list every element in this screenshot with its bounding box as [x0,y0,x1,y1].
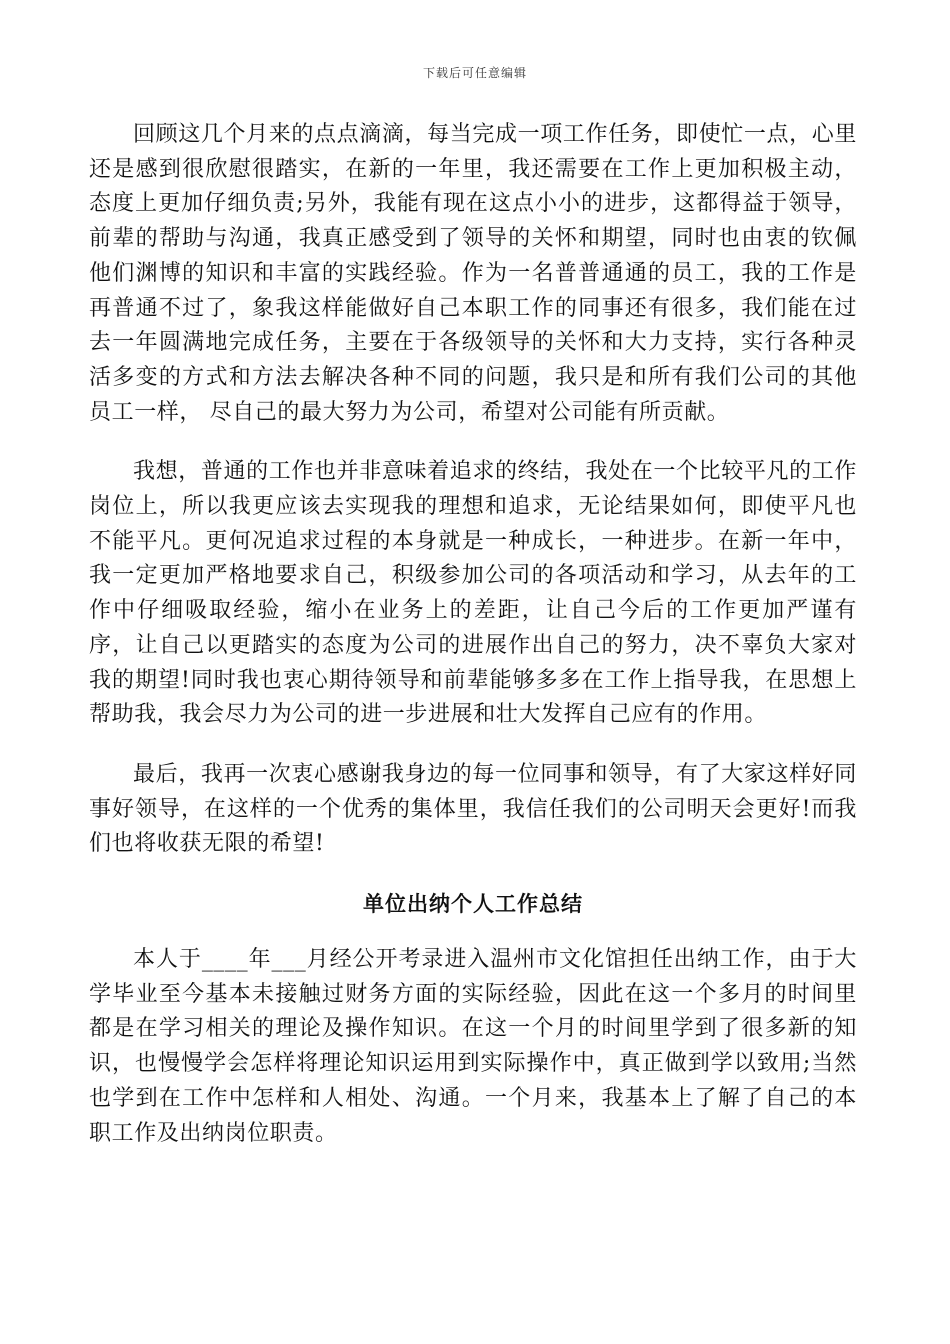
paragraph-cashier-intro: 本人于____年___月经公开考录进入温州市文化馆担任出纳工作，由于大学毕业至今基本未接触过财务方面的实际经验，因此在这一个多月的时间里都是在学习相关的理论及操作知识。在这一个月的时间里学到了很多新的知识，也慢慢学会怎样将理论知识运用到实际操作中，真正做到学以致用;当然也学到在工作中怎样和人相处、沟通。一个月来，我基本上了解了自己的本职工作及出纳岗位职责。 [89,947,857,1146]
document-body [89,118,857,1151]
paragraph-aspiration: 我想，普通的工作也并非意味着追求的终结，我处在一个比较平凡的工作岗位上，所以我更应该去实现我的理想和追求，无论结果如何，即使平凡也不能平凡。更何况追求过程的本身就是一种成长，一种进步。在新一年中，我一定更加严格地要求自己，积级参加公司的各项活动和学习，从去年的工作中仔细吸取经验，缩小在业务上的差距，让自己今后的工作更加严谨有序，让自己以更踏实的态度为公司的进展作出自己的努力，决不辜负大家对我的期望!同时我也衷心期待领导和前辈能够多多在工作上指导我，在思想上帮助我，我会尽力为公司的进一步进展和壮大发挥自己应有的作用。 [89,459,857,728]
paragraph-thanks: 最后，我再一次衷心感谢我身边的每一位同事和领导，有了大家这样好同事好领导，在这样的一个优秀的集体里，我信任我们的公司明天会更好!而我们也将收获无限的希望! [89,761,857,857]
section-title: 单位出纳个人工作总结 [363,892,583,917]
paragraph-review: 回顾这几个月来的点点滴滴，每当完成一项工作任务，即使忙一点，心里还是感到很欣慰很踏实，在新的一年里，我还需要在工作上更加积极主动，态度上更加仔细负责;另外，我能有现在这点小小的进步，这都得益于领导，前辈的帮助与沟通，我真正感受到了领导的关怀和期望，同时也由衷的钦佩他们渊博的知识和丰富的实践经验。作为一名普普通通的员工，我的工作是再普通不过了，象我这样能做好自己本职工作的同事还有很多，我们能在过去一年圆满地完成任务，主要在于各级领导的关怀和大力支持，实行各种灵活多变的方式和方法去解决各种不同的问题，我只是和所有我们公司的其他员工一样， 尽自己的最大努力为公司，希望对公司能有所贡献。 [89,122,857,425]
page-header-note: 下载后可任意编辑 [422,66,527,80]
